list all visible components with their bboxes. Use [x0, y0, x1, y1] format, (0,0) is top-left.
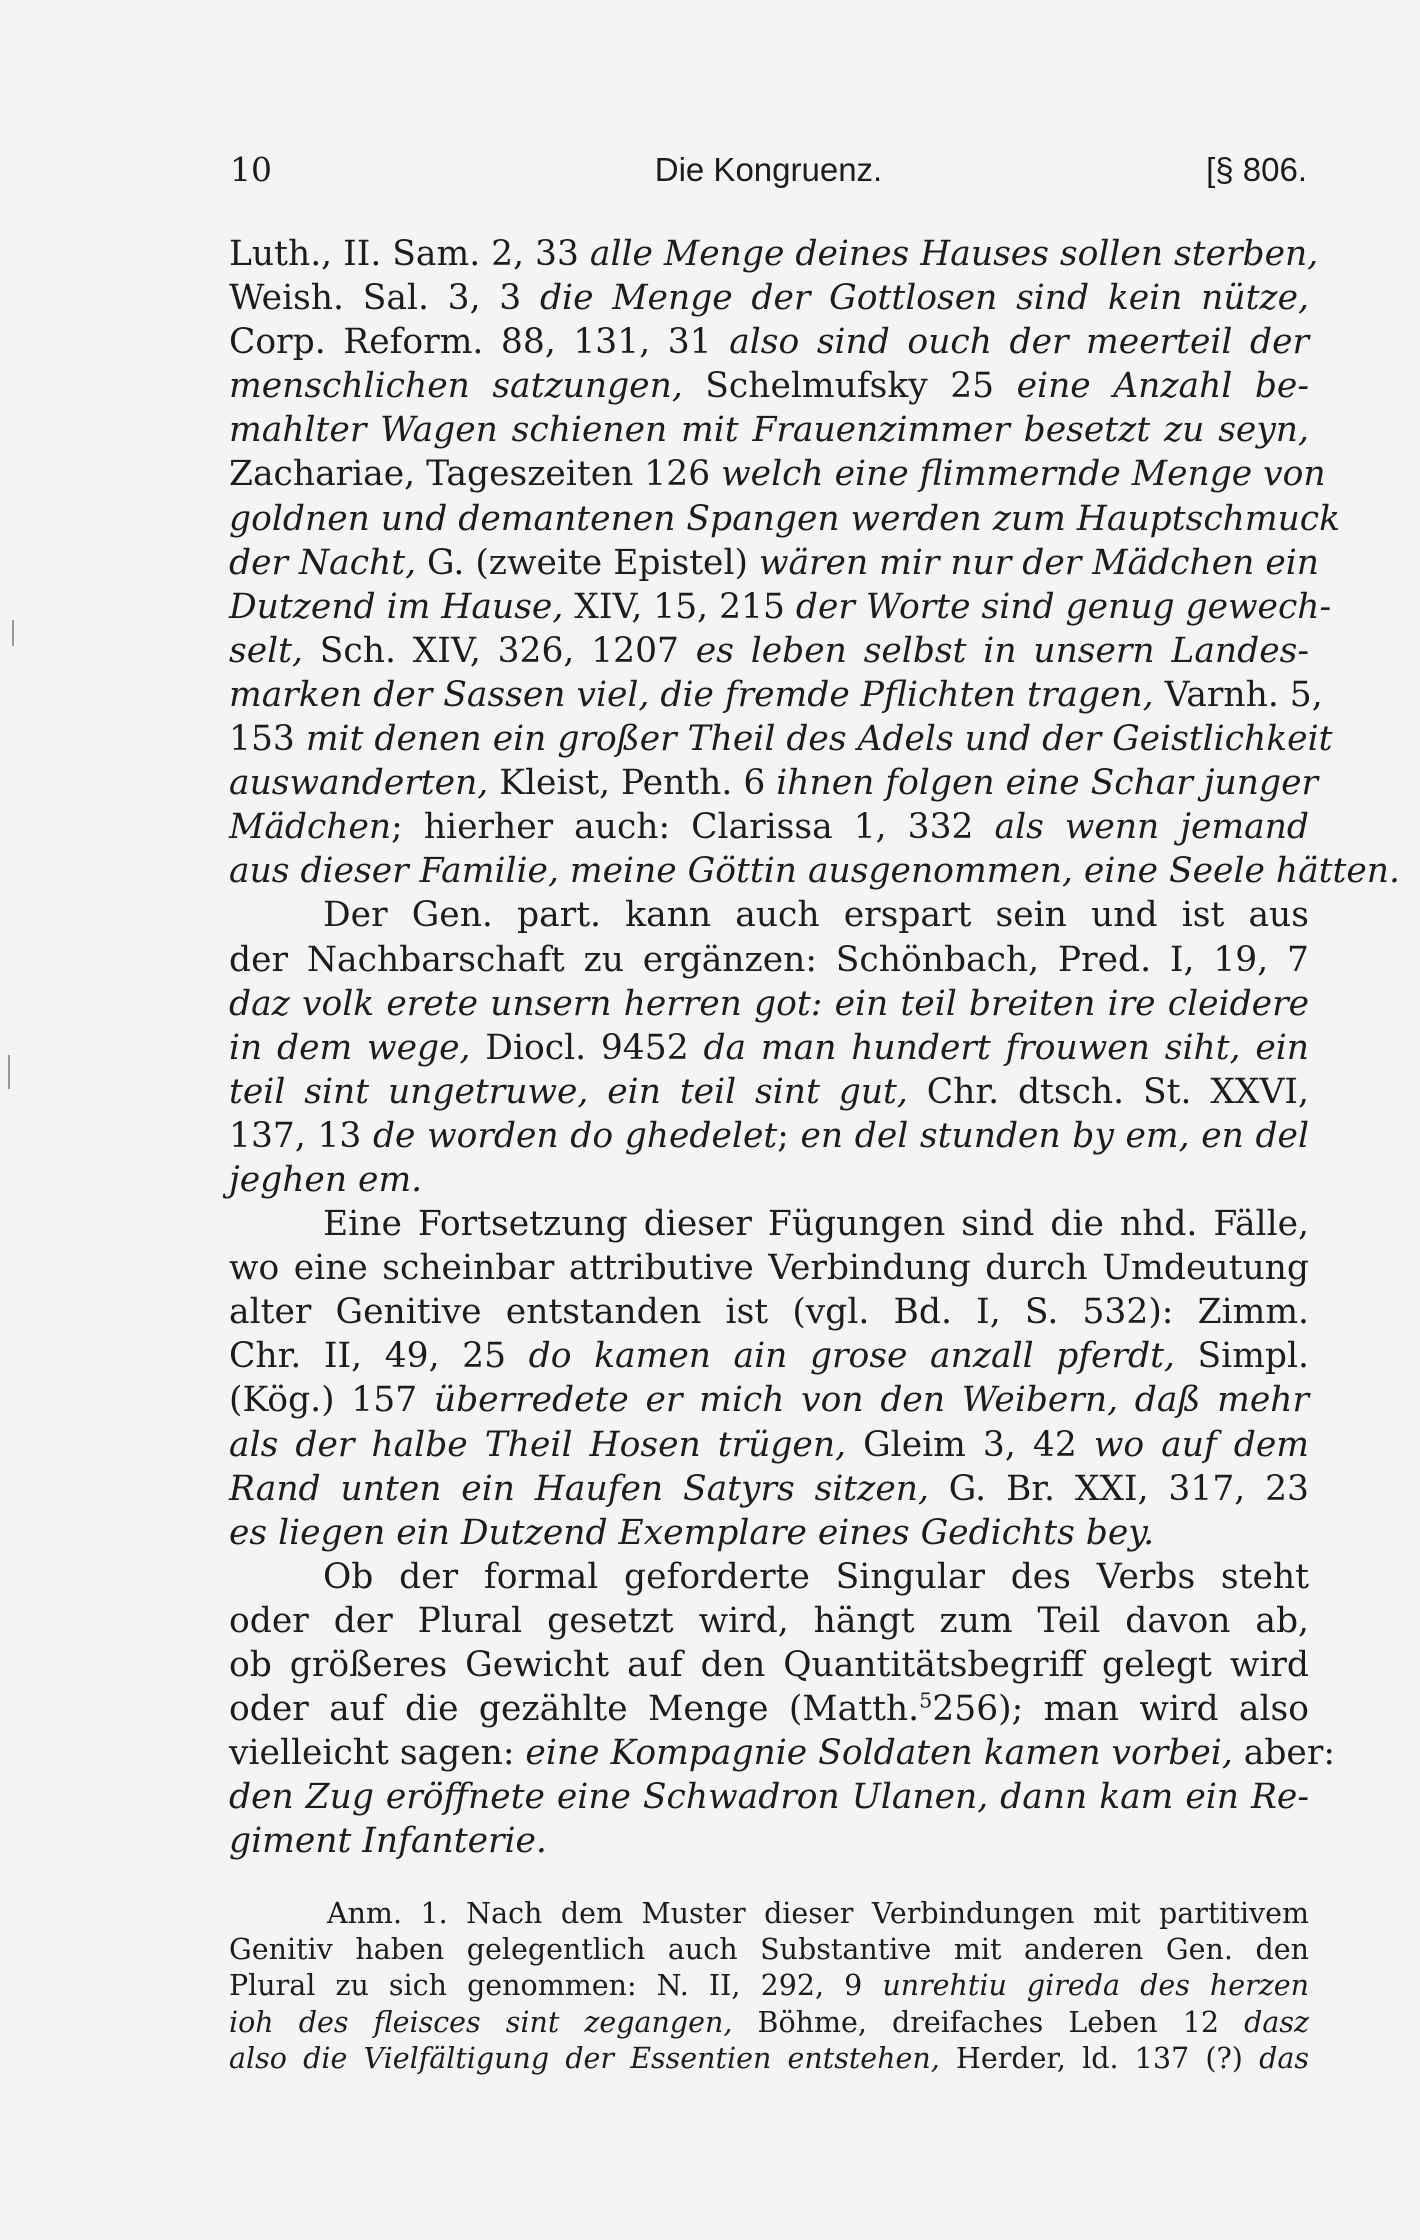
- text-line: [229, 364, 1309, 408]
- margin-mark: [12, 620, 14, 646]
- text-segment: 5: [919, 1688, 933, 1713]
- text-line: [229, 1731, 1335, 1775]
- text-segment: ob größeres Gewicht auf den Quantitätsbegriff gelegt wird: [229, 1645, 1309, 1685]
- text-segment: Chr. II, 49, 25: [229, 1336, 529, 1377]
- text-segment: Plural zu sich genommen: N. II, 292, 9: [229, 1969, 883, 2003]
- text-segment: Der Gen. part. kann auch erspart sein und ist aus: [323, 895, 1309, 936]
- margin-mark: [8, 1055, 10, 1089]
- text-segment: wo eine scheinbar attributive Verbindung durch Umdeutung: [229, 1248, 1309, 1289]
- text-segment: Eine Fortsetzung dieser Fügungen sind die nhd. Fälle,: [323, 1204, 1309, 1245]
- text-segment: Herder, ld. 137 (?): [939, 2041, 1260, 2075]
- text-segment: in dem wege,: [229, 1027, 471, 1068]
- text-segment: also sind ouch der meerteil der: [729, 322, 1309, 363]
- text-segment: eine Anzahl be-: [1016, 366, 1309, 407]
- running-title: Die Kongruenz.: [654, 151, 883, 188]
- text-segment: Ob der formal geforderte Singular des Verbs steht: [323, 1556, 1309, 1597]
- text-line: [229, 849, 1400, 893]
- text-line: [229, 2005, 1309, 2041]
- text-line: [229, 761, 1318, 805]
- text-segment: Simpl.: [1174, 1336, 1309, 1377]
- text-segment: Gleim 3, 42: [846, 1424, 1094, 1465]
- text-line: [229, 320, 1309, 364]
- text-line: [229, 673, 1323, 717]
- text-segment: überredete er mich von den Weibern, daß mehr: [433, 1380, 1310, 1421]
- text-line: [229, 1511, 1309, 1555]
- text-segment: wären mir nur der Mädchen ein: [758, 542, 1319, 583]
- text-line: [229, 982, 1309, 1026]
- text-segment: G. (zweite Epistel): [416, 542, 759, 583]
- text-segment: Varnh. 5,: [1153, 674, 1323, 715]
- text-segment: oder auf die gezählte Menge (Matth.: [229, 1689, 920, 1730]
- text-line: [229, 276, 1309, 320]
- text-segment: vielleicht sagen:: [229, 1733, 526, 1774]
- text-segment: teil sint ungetruwe, ein teil sint gut,: [229, 1071, 908, 1112]
- text-segment: oder der Plural gesetzt wird, hängt zum Teil davon ab,: [229, 1600, 1309, 1641]
- text-segment: auswanderten,: [229, 763, 489, 804]
- text-line: [229, 232, 1319, 276]
- page-number: 10: [230, 150, 272, 189]
- text-line: [229, 1026, 1309, 1070]
- text-segment: daz volk erete unsern herren got: ein teil breiten ire cleidere: [229, 983, 1309, 1024]
- text-segment: eine Kompagnie Soldaten kamen vorbei,: [525, 1733, 1233, 1774]
- text-line: [229, 1114, 1309, 1158]
- text-segment: Luth., II. Sam. 2, 33: [229, 234, 590, 274]
- text-segment: ioh des fleisces sint zegangen,: [229, 2005, 733, 2039]
- text-line: [229, 893, 1309, 937]
- text-line: [229, 1819, 1309, 1863]
- text-segment: Diocl. 9452: [470, 1027, 704, 1068]
- text-segment: Kleist, Penth. 6: [488, 763, 777, 804]
- text-segment: XIV, 15, 215: [563, 586, 796, 627]
- text-segment: Böhme, dreifaches Leben 12: [732, 2005, 1245, 2039]
- text-segment: 256); man wird also: [932, 1689, 1309, 1730]
- text-segment: die Menge der Gottlosen sind kein nütze,: [539, 278, 1309, 319]
- text-line: [229, 1070, 1309, 1114]
- text-segment: ;: [777, 1115, 801, 1156]
- text-segment: mahlter Wagen schienen mit Frauenzimmer besetzt zu seyn,: [229, 410, 1309, 451]
- text-line: [229, 805, 1309, 849]
- text-line: [229, 1202, 1309, 1246]
- main-text: [229, 232, 1400, 1863]
- text-segment: Weish. Sal. 3, 3: [229, 278, 540, 319]
- text-segment: alter Genitive entstanden ist (vgl. Bd. I, S. 532): Zimm.: [229, 1292, 1309, 1333]
- text-segment: aus dieser Familie, meine Göttin ausgenommen, eine Seele hätten.: [229, 851, 1400, 892]
- text-line: [229, 541, 1319, 585]
- text-segment: mit denen ein großer Theil des Adels und der Geistlichkeit: [305, 719, 1333, 760]
- text-segment: aber:: [1232, 1733, 1335, 1774]
- text-segment: giment Infanterie.: [229, 1821, 547, 1862]
- section-marker: [§ 806.: [1206, 151, 1307, 188]
- text-segment: ; hierher auch: Clarissa 1, 332: [391, 807, 995, 848]
- text-line: [229, 1378, 1309, 1422]
- text-segment: marken der Sassen viel, die fremde Pflichten tragen,: [229, 674, 1154, 715]
- text-segment: das: [1259, 2041, 1309, 2075]
- text-segment: Chr. dtsch. St. XXVI,: [907, 1071, 1309, 1112]
- text-segment: selt,: [229, 630, 303, 671]
- text-segment: 137, 13: [229, 1115, 373, 1156]
- text-segment: goldnen und demantenen Spangen werden zum Hauptschmuck: [229, 498, 1341, 539]
- text-segment: wo auf dem: [1093, 1424, 1309, 1465]
- text-segment: G. Br. XXI, 317, 23: [928, 1468, 1309, 1509]
- text-line: [229, 1555, 1309, 1599]
- text-segment: der Worte sind genug gewech-: [795, 586, 1332, 627]
- text-segment: den Zug eröffnete eine Schwadron Ulanen, dann kam ein Re-: [229, 1777, 1309, 1818]
- text-segment: unrehtiu gireda des herzen: [882, 1969, 1309, 2003]
- text-segment: jeghen em.: [229, 1159, 423, 1200]
- text-line: [229, 1932, 1309, 1968]
- text-segment: es liegen ein Dutzend Exemplare eines Gedichts bey.: [229, 1512, 1155, 1553]
- text-line: [229, 1968, 1309, 2004]
- text-segment: do kamen ain grose anzall pferdt,: [528, 1336, 1175, 1377]
- text-line: [229, 585, 1332, 629]
- text-line: [229, 497, 1341, 541]
- text-line: [229, 452, 1326, 496]
- text-line: [229, 2041, 1309, 2077]
- text-segment: Sch. XIV, 326, 1207: [303, 630, 696, 671]
- text-line: [229, 1158, 1309, 1202]
- text-segment: alle Menge deines Hauses sollen sterben,: [589, 234, 1319, 274]
- text-segment: als wenn jemand: [994, 807, 1309, 848]
- text-line: [229, 1467, 1309, 1511]
- text-segment: der Nacht,: [229, 542, 417, 583]
- text-line: [229, 1423, 1309, 1467]
- running-header: [230, 148, 1307, 192]
- text-segment: ihnen folgen eine Schar junger: [776, 763, 1318, 804]
- text-line: [229, 1896, 1309, 1932]
- text-line: [229, 408, 1309, 452]
- text-segment: Schelmufsky 25: [682, 366, 1017, 407]
- text-line: [229, 1334, 1309, 1378]
- text-segment: Zachariae, Tageszeiten 126: [229, 454, 722, 495]
- text-segment: es leben selbst in unsern Landes-: [695, 630, 1309, 671]
- text-segment: welch eine flimmernde Menge von: [721, 454, 1326, 495]
- text-segment: de worden do ghedelet: [372, 1115, 778, 1156]
- text-segment: dasz: [1244, 2005, 1309, 2039]
- text-segment: (Kög.) 157: [229, 1380, 434, 1421]
- text-line: [229, 629, 1309, 673]
- text-segment: Corp. Reform. 88, 131, 31: [229, 322, 730, 363]
- text-segment: Rand unten ein Haufen Satyrs sitzen,: [229, 1468, 929, 1509]
- footnote-annotation: [229, 1896, 1309, 2077]
- text-segment: Genitiv haben gelegentlich auch Substantive mit anderen Gen. den: [229, 1933, 1309, 1967]
- text-segment: Anm. 1. Nach dem Muster dieser Verbindungen mit partitivem: [327, 1897, 1309, 1930]
- text-segment: als der halbe Theil Hosen trügen,: [229, 1424, 847, 1465]
- text-line: [229, 938, 1309, 982]
- text-line: [229, 1687, 1309, 1731]
- text-segment: der Nachbarschaft zu ergänzen: Schönbach, Pred. I, 19, 7: [229, 939, 1309, 980]
- text-line: [229, 1599, 1309, 1643]
- text-segment: also die Vielfältigung der Essentien entstehen,: [229, 2041, 940, 2075]
- text-line: [229, 717, 1333, 761]
- text-segment: Mädchen: [229, 807, 392, 848]
- text-line: [229, 1246, 1309, 1290]
- text-line: [229, 1643, 1309, 1687]
- text-segment: Dutzend im Hause,: [229, 586, 564, 627]
- text-segment: da man hundert frouwen siht, ein: [703, 1027, 1309, 1068]
- text-segment: en del stunden by em, en del: [800, 1115, 1310, 1156]
- text-line: [229, 1775, 1309, 1819]
- text-segment: menschlichen satzungen,: [229, 366, 683, 407]
- text-segment: 153: [229, 719, 306, 760]
- text-line: [229, 1290, 1309, 1334]
